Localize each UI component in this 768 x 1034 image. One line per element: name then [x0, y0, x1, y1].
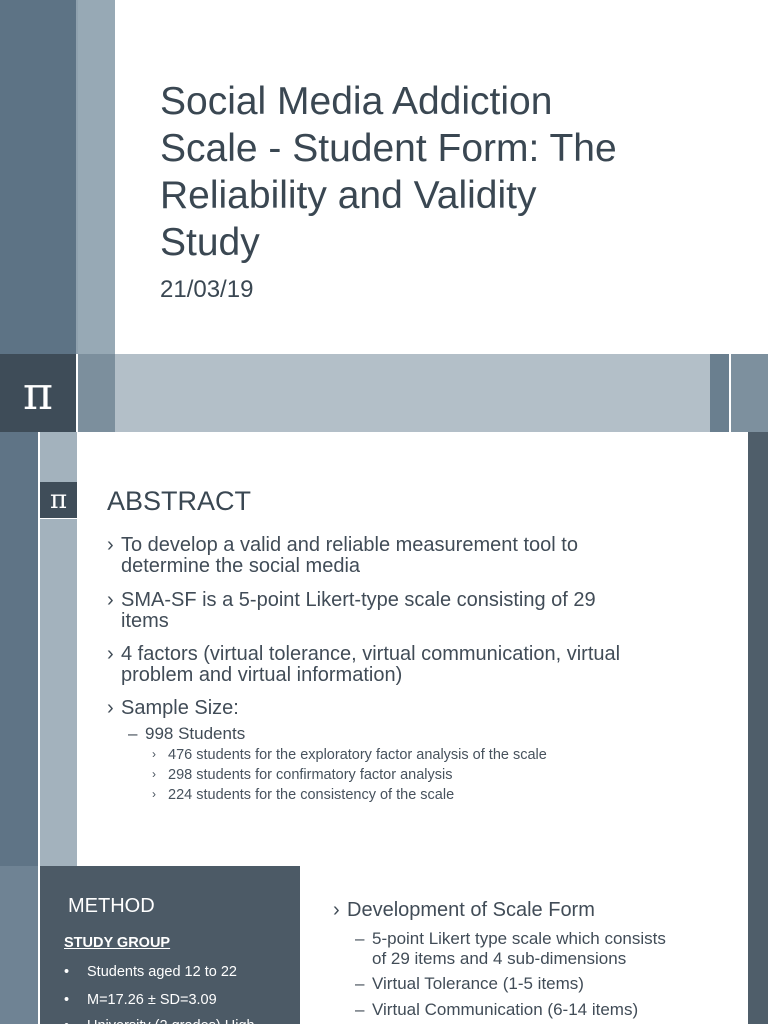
bullet-dot-icon: • [64, 1018, 70, 1034]
pi-logo-icon: π [0, 354, 76, 432]
dash-icon: – [355, 929, 365, 948]
abstract-slide-right-bar [748, 432, 768, 866]
method-slide-left-bar [0, 866, 38, 1024]
study-group-text: University (2 grades) High [87, 1018, 255, 1034]
bullet-line: To develop a valid and reliable measurement tool to [121, 534, 578, 556]
sub-bullet-text: 998 Students [145, 724, 246, 743]
study-group-text: M=17.26 ± SD=3.09 [87, 992, 217, 1008]
pi-logo-icon: π [40, 482, 77, 519]
detail-text: 476 students for the exploratory factor analysis of the scale [168, 747, 547, 763]
title-line: Social Media Addiction [160, 80, 553, 123]
bullet-dot-icon: • [64, 964, 70, 980]
study-group-text: Students aged 12 to 22 [87, 964, 237, 980]
chevron-right-icon: › [152, 747, 156, 761]
title-line: Study [160, 221, 260, 264]
title-line: Reliability and Validity [160, 174, 537, 217]
presentation-date: 21/03/19 [160, 276, 254, 303]
bullet-icon: › [107, 697, 114, 719]
sub-bullet-line: of 29 items and 4 sub-dimensions [372, 949, 627, 968]
method-slide-right-bar [748, 866, 768, 1024]
method-heading: METHOD [68, 895, 155, 917]
bullet-dot-icon: • [64, 992, 70, 1008]
abstract-heading: ABSTRACT [107, 486, 252, 516]
band-segment [115, 354, 710, 432]
bullet-icon: › [333, 899, 340, 921]
dash-icon: – [355, 1000, 365, 1019]
title-slide-accent-bar [78, 0, 115, 354]
study-group-item [64, 1018, 284, 1034]
abstract-slide-left-bar [0, 432, 38, 866]
sub-bullet-text: Virtual Communication (6-14 items) [372, 1000, 639, 1019]
dash-icon: – [128, 724, 138, 743]
presentation-title [160, 78, 720, 266]
sub-bullet-line: 5-point Likert type scale which consists [372, 929, 666, 948]
detail-text: 224 students for the consistency of the scale [168, 787, 455, 803]
bullet-line: determine the social media [121, 555, 361, 577]
bullet-line: 4 factors (virtual tolerance, virtual communication, virtual [121, 643, 621, 665]
bullet-line: Development of Scale Form [347, 899, 595, 921]
bullet-icon: › [107, 643, 114, 665]
band-segment [731, 354, 768, 432]
chevron-right-icon: › [152, 767, 156, 781]
bullet-line: SMA-SF is a 5-point Likert-type scale consisting of 29 [121, 589, 596, 611]
bullet-icon: › [107, 534, 114, 556]
title-slide-left-bar [0, 0, 76, 354]
study-group-heading: STUDY GROUP [64, 935, 171, 951]
bullet-line: Sample Size: [121, 697, 239, 719]
dash-icon: – [355, 974, 365, 993]
bullet-line: problem and virtual information) [121, 664, 403, 686]
band-segment [710, 354, 729, 432]
title-line: Scale - Student Form: The [160, 127, 617, 170]
band-segment [78, 354, 115, 432]
bullet-line: items [121, 610, 169, 632]
detail-text: 298 students for confirmatory factor analysis [168, 767, 453, 783]
sub-bullet-text: Virtual Tolerance (1-5 items) [372, 974, 584, 993]
bullet-icon: › [107, 589, 114, 611]
chevron-right-icon: › [152, 787, 156, 801]
